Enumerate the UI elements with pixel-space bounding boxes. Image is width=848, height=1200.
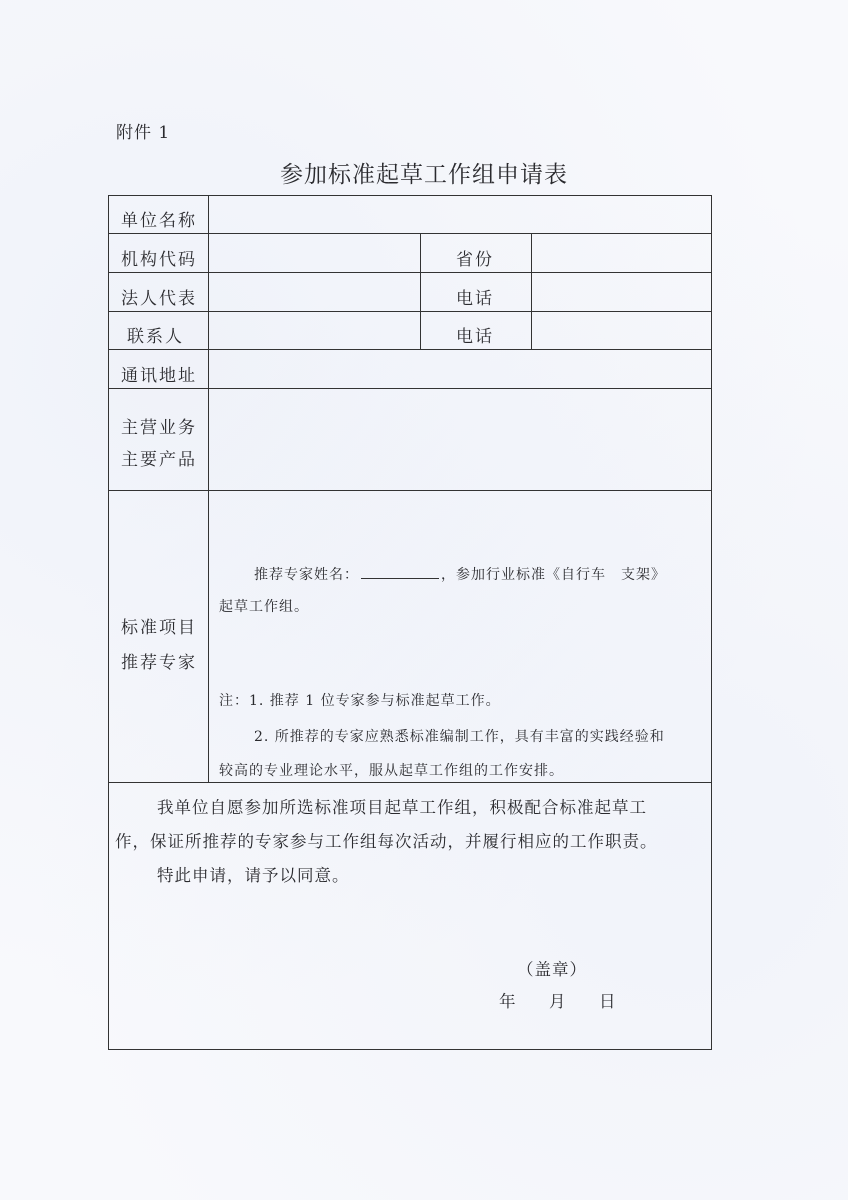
seal-label: （盖章） (517, 960, 587, 979)
label-province: 省份 (456, 250, 494, 270)
label-legal-rep: 法人代表 (121, 289, 197, 309)
label-phone-2: 电话 (456, 327, 494, 347)
note-3: 较高的专业理论水平，服从起草工作组的工作安排。 (219, 763, 564, 779)
label-recommended-expert: 推荐专家 (121, 653, 197, 673)
label-org-code: 机构代码 (121, 250, 197, 270)
address-field[interactable] (209, 350, 709, 388)
label-address: 通讯地址 (121, 366, 197, 386)
business-products-field[interactable] (209, 389, 709, 490)
unit-name-field[interactable] (209, 196, 709, 233)
label-unit-name: 单位名称 (121, 211, 197, 231)
label-main-products: 主要产品 (121, 450, 197, 470)
date-month: 月 (549, 992, 567, 1011)
label-phone-1: 电话 (456, 289, 494, 309)
contact-field[interactable] (209, 312, 419, 349)
label-standard-project: 标准项目 (121, 618, 197, 638)
application-form-table (108, 195, 712, 1050)
note-1: 注：1. 推荐 1 位专家参与标准起草工作。 (219, 693, 501, 709)
recommend-line-2: 起草工作组。 (219, 599, 309, 615)
phone-1-field[interactable] (532, 273, 710, 311)
declaration-line-2: 作，保证所推荐的专家参与工作组每次活动，并履行相应的工作职责。 (115, 832, 658, 851)
declaration-line-3: 特此申请，请予以同意。 (157, 866, 350, 885)
recommend-expert-line (254, 564, 666, 584)
recommend-suffix: ，参加行业标准《自行车 支架》 (441, 567, 666, 583)
recommend-prefix: 推荐专家姓名： (254, 567, 359, 583)
note-2: 2. 所推荐的专家应熟悉标准编制工作，具有丰富的实践经验和 (254, 729, 665, 745)
label-contact: 联系人 (127, 327, 184, 347)
attachment-label: 附件 1 (116, 123, 171, 143)
date-day: 日 (599, 992, 617, 1011)
org-code-field[interactable] (209, 234, 419, 272)
date-year: 年 (499, 992, 517, 1011)
declaration-line-1: 我单位自愿参加所选标准项目起草工作组，积极配合标准起草工 (157, 798, 647, 817)
label-main-business: 主营业务 (121, 418, 197, 438)
province-field[interactable] (532, 234, 710, 272)
expert-name-blank[interactable] (361, 564, 439, 579)
form-title: 参加标准起草工作组申请表 (280, 162, 568, 188)
legal-rep-field[interactable] (209, 273, 419, 311)
phone-2-field[interactable] (532, 312, 710, 349)
